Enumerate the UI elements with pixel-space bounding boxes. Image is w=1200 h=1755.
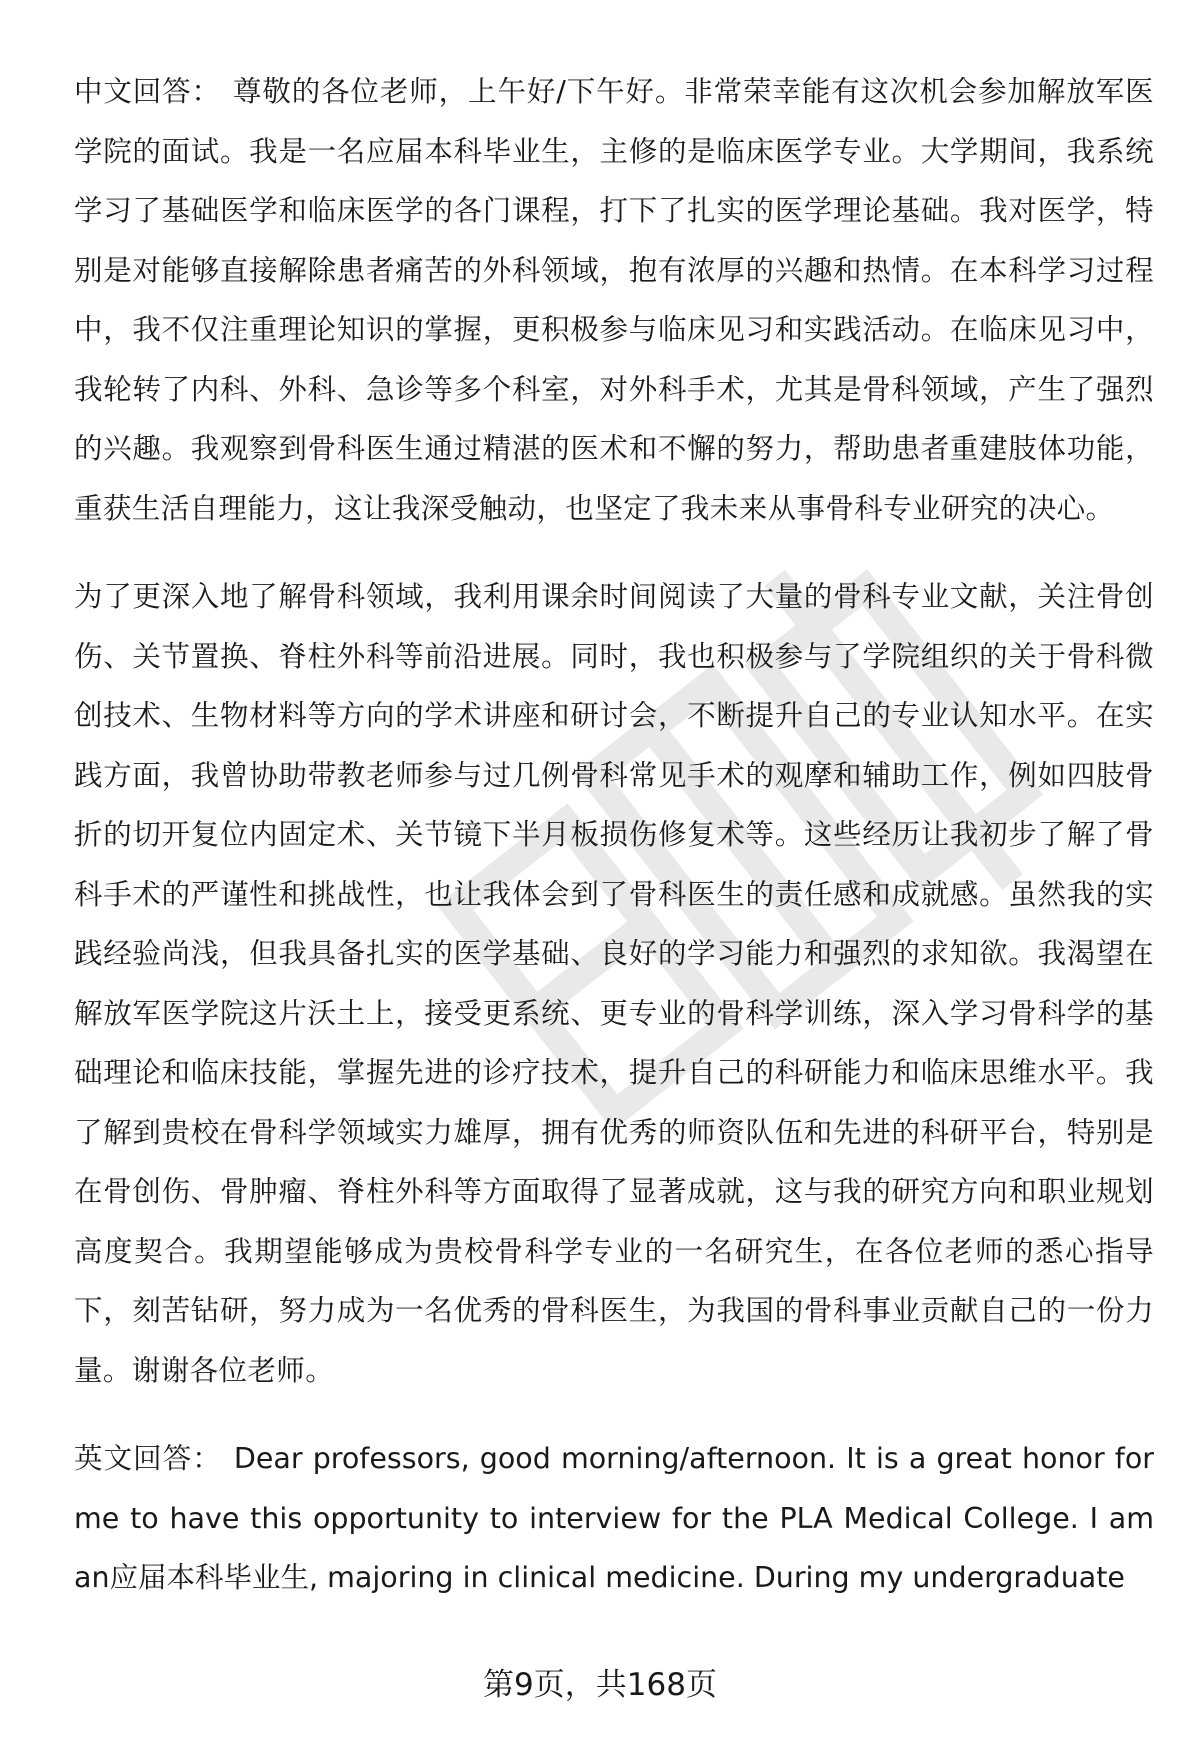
document-body bbox=[74, 62, 1154, 1608]
chinese-answer-continued-text: 为了更深入地了解骨科领域，我利用课余时间阅读了大量的骨科专业文献，关注骨创伤、关节置换、脊柱外科等前沿进展。同时，我也积极参与了学院组织的关于骨科微创技术、生物材料等方向的学术讲座和研讨会，不断提升自己的专业认知水平。在实践方面，我曾协助带教老师参与过几例骨科常见手术的观摩和辅助工作，例如四肢骨折的切开复位内固定术、关节镜下半月板损伤修复术等。这些经历让我初步了解了骨科手术的严谨性和挑战性，也让我体会到了骨科医生的责任感和成就感。虽然我的实践经验尚浅，但我具备扎实的医学基础、良好的学习能力和强烈的求知欲。我渴望在解放军医学院这片沃土上，接受更系统、更专业的骨科学训练，深入学习骨科学的基础理论和临床技能，掌握先进的诊疗技术，提升自己的科研能力和临床思维水平。我了解到贵校在骨科学领域实力雄厚，拥有优秀的师资队伍和先进的科研平台，特别是在骨创伤、骨肿瘤、脊柱外科等方面取得了显著成就，这与我的研究方向和职业规划高度契合。我期望能够成为贵校骨科学专业的一名研究生，在各位老师的悉心指导下，刻苦钻研，努力成为一名优秀的骨科医生，为我国的骨科事业贡献自己的一份力量。谢谢各位老师。 bbox=[74, 580, 1154, 1387]
chinese-answer-label: 中文回答： bbox=[74, 75, 221, 108]
page-number-footer: 第9页，共168页 bbox=[483, 1667, 717, 1703]
paragraph-chinese-answer-continued bbox=[74, 567, 1154, 1400]
english-answer-text: Dear professors, good morning/afternoon. It is a great honor for me to have this opportunity to interview for the PLA Medical College. I am an应届本科毕业生, majoring in clinical medicine. During my undergraduate bbox=[74, 1442, 1154, 1594]
paragraph-chinese-answer bbox=[74, 62, 1154, 538]
english-answer-label: 英文回答： bbox=[74, 1442, 222, 1475]
chinese-answer-text: 尊敬的各位老师，上午好/下午好。非常荣幸能有这次机会参加解放军医学院的面试。我是一名应届本科毕业生，主修的是临床医学专业。大学期间，我系统学习了基础医学和临床医学的各门课程，打下了扎实的医学理论基础。我对医学，特别是对能够直接解除患者痛苦的外科领域，抱有浓厚的兴趣和热情。在本科学习过程中，我不仅注重理论知识的掌握，更积极参与临床见习和实践活动。在临床见习中，我轮转了内科、外科、急诊等多个科室，对外科手术，尤其是骨科领域，产生了强烈的兴趣。我观察到骨科医生通过精湛的医术和不懈的努力，帮助患者重建肢体功能，重获生活自理能力，这让我深受触动，也坚定了我未来从事骨科专业研究的决心。 bbox=[74, 75, 1154, 525]
paragraph-english-answer bbox=[74, 1429, 1154, 1608]
